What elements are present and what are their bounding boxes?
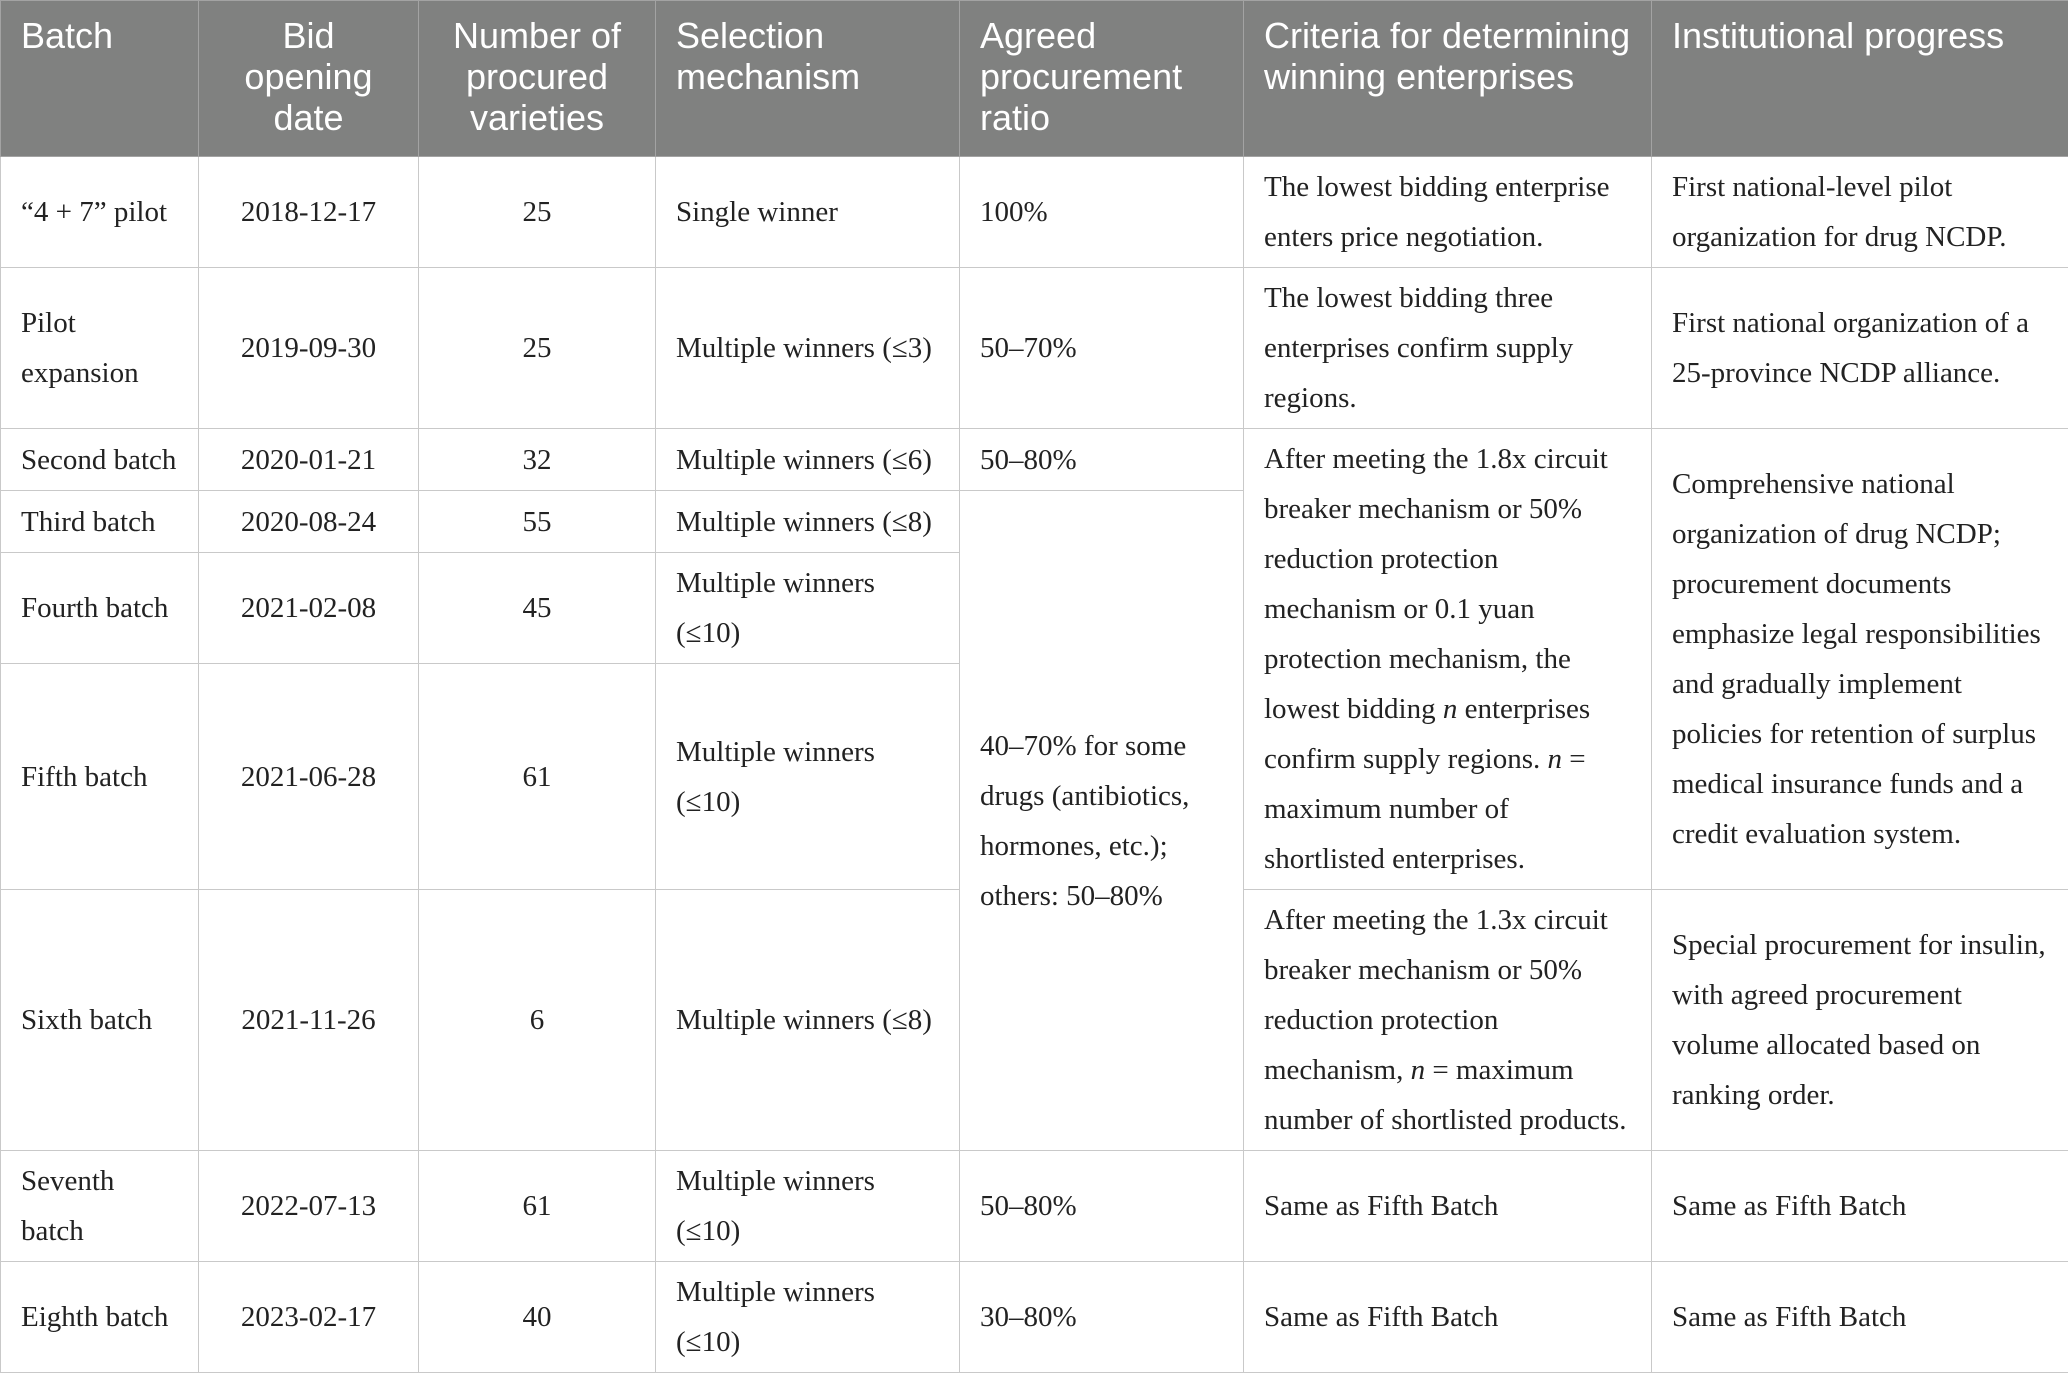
cell-mechanism: Multiple winners (≤8) — [656, 890, 960, 1151]
cell-date: 2023-02-17 — [199, 1262, 419, 1373]
cell-ratio: 30–80% — [960, 1262, 1244, 1373]
cell-criteria: Same as Fifth Batch — [1244, 1151, 1652, 1262]
cell-batch: Pilot expansion — [1, 268, 199, 429]
cell-batch: Third batch — [1, 491, 199, 553]
cell-date: 2020-08-24 — [199, 491, 419, 553]
cell-mechanism: Single winner — [656, 157, 960, 268]
table-row — [1, 268, 2068, 429]
cell-date: 2021-06-28 — [199, 664, 419, 890]
cell-batch: Eighth batch — [1, 1262, 199, 1373]
cell-progress: First national organization of a 25-province NCDP alliance. — [1652, 268, 2068, 429]
header-row — [1, 1, 2068, 157]
header-selection-mechanism: Selection mechanism — [656, 1, 960, 157]
table-row — [1, 1151, 2068, 1262]
cell-ratio-merged: 40–70% for some drugs (antibiotics, hormones, etc.); others: 50–80% — [960, 491, 1244, 1151]
header-institutional-progress: Institutional progress — [1652, 1, 2068, 157]
cell-varieties: 45 — [419, 553, 656, 664]
cell-ratio: 100% — [960, 157, 1244, 268]
cell-varieties: 61 — [419, 664, 656, 890]
header-batch: Batch — [1, 1, 199, 157]
cell-batch: Seventh batch — [1, 1151, 199, 1262]
cell-mechanism: Multiple winners (≤10) — [656, 1262, 960, 1373]
cell-progress-merged: Comprehensive national organization of drug NCDP; procurement documents emphasize legal responsibilities and gradually implement policies for retention of surplus medical insurance funds and a credit evaluation system. — [1652, 429, 2068, 890]
cell-batch: Fifth batch — [1, 664, 199, 890]
criteria-text-b: = maximum number of shortlisted products. — [1264, 1054, 1627, 1136]
cell-batch: Fourth batch — [1, 553, 199, 664]
cell-varieties: 55 — [419, 491, 656, 553]
cell-progress: First national-level pilot organization for drug NCDP. — [1652, 157, 2068, 268]
cell-criteria: The lowest bidding enterprise enters price negotiation. — [1244, 157, 1652, 268]
table-row — [1, 429, 2068, 491]
cell-criteria-merged — [1244, 429, 1652, 890]
cell-batch: “4 + 7” pilot — [1, 157, 199, 268]
cell-date: 2019-09-30 — [199, 268, 419, 429]
cell-ratio: 50–80% — [960, 1151, 1244, 1262]
cell-criteria: The lowest bidding three enterprises confirm supply regions. — [1244, 268, 1652, 429]
table-row — [1, 1262, 2068, 1373]
cell-mechanism: Multiple winners (≤10) — [656, 1151, 960, 1262]
cell-varieties: 32 — [419, 429, 656, 491]
cell-mechanism: Multiple winners (≤6) — [656, 429, 960, 491]
cell-mechanism: Multiple winners (≤10) — [656, 664, 960, 890]
cell-progress: Same as Fifth Batch — [1652, 1151, 2068, 1262]
cell-varieties: 25 — [419, 157, 656, 268]
criteria-variable-n: n — [1410, 1054, 1426, 1086]
cell-varieties: 6 — [419, 890, 656, 1151]
cell-date: 2021-02-08 — [199, 553, 419, 664]
cell-date: 2022-07-13 — [199, 1151, 419, 1262]
cell-varieties: 40 — [419, 1262, 656, 1373]
cell-progress: Special procurement for insulin, with agreed procurement volume allocated based on ranking order. — [1652, 890, 2068, 1151]
cell-mechanism: Multiple winners (≤8) — [656, 491, 960, 553]
cell-mechanism: Multiple winners (≤3) — [656, 268, 960, 429]
header-procured-varieties: Number of procured varieties — [419, 1, 656, 157]
criteria-text-a: After meeting the 1.3x circuit breaker mechanism or 50% reduction protection mechanism, — [1264, 904, 1608, 1086]
cell-date: 2020-01-21 — [199, 429, 419, 491]
cell-batch: Sixth batch — [1, 890, 199, 1151]
header-bid-opening-date: Bid opening date — [199, 1, 419, 157]
cell-criteria — [1244, 890, 1652, 1151]
criteria-variable-n: n — [1547, 743, 1563, 775]
cell-varieties: 25 — [419, 268, 656, 429]
criteria-variable-n: n — [1442, 693, 1458, 725]
cell-criteria: Same as Fifth Batch — [1244, 1262, 1652, 1373]
cell-progress: Same as Fifth Batch — [1652, 1262, 2068, 1373]
cell-date: 2021-11-26 — [199, 890, 419, 1151]
cell-date: 2018-12-17 — [199, 157, 419, 268]
criteria-text-part3: = maximum number of shortlisted enterprises. — [1264, 743, 1586, 875]
cell-ratio: 50–70% — [960, 268, 1244, 429]
cell-mechanism: Multiple winners (≤10) — [656, 553, 960, 664]
cell-varieties: 61 — [419, 1151, 656, 1262]
criteria-text-part1: After meeting the 1.8x circuit breaker mechanism or 50% reduction protection mechanism or 0.1 yuan protection mechanism, the lowest bidding — [1264, 443, 1608, 725]
criteria-text-part2: enterprises confirm supply regions. — [1264, 693, 1591, 775]
table-row — [1, 157, 2068, 268]
header-winning-criteria: Criteria for determining winning enterprises — [1244, 1, 1652, 157]
cell-batch: Second batch — [1, 429, 199, 491]
header-procurement-ratio: Agreed procurement ratio — [960, 1, 1244, 157]
cell-ratio: 50–80% — [960, 429, 1244, 491]
